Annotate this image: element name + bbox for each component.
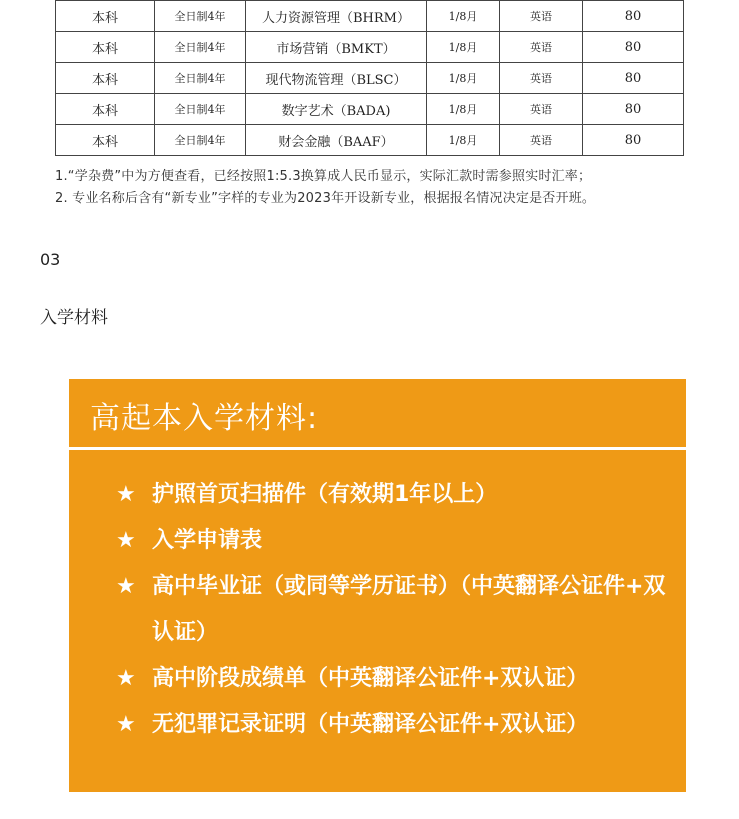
table-cell: 80 xyxy=(583,94,684,125)
table-cell: 本科 xyxy=(56,94,155,125)
table-row xyxy=(56,32,684,63)
table-row xyxy=(56,94,684,125)
table-cell: 英语 xyxy=(500,125,583,156)
card-divider xyxy=(69,447,686,450)
table-cell: 本科 xyxy=(56,125,155,156)
star-icon: ★ xyxy=(116,666,136,691)
table-cell: 1/8月 xyxy=(427,1,500,32)
table-cell: 财会金融（BAAF） xyxy=(246,125,427,156)
table-cell: 英语 xyxy=(500,32,583,63)
star-icon: ★ xyxy=(116,528,136,553)
table-row xyxy=(56,125,684,156)
list-item xyxy=(116,564,676,656)
table-row xyxy=(56,1,684,32)
table-cell: 本科 xyxy=(56,63,155,94)
table-cell: 本科 xyxy=(56,32,155,63)
table-cell: 80 xyxy=(583,1,684,32)
card-title: 高起本入学材料: xyxy=(90,401,319,436)
table-cell: 数字艺术（BADA) xyxy=(246,94,427,125)
table-cell: 本科 xyxy=(56,1,155,32)
table-cell: 英语 xyxy=(500,94,583,125)
star-icon: ★ xyxy=(116,712,136,737)
list-item xyxy=(116,702,676,748)
star-icon: ★ xyxy=(116,574,136,599)
table-row xyxy=(56,63,684,94)
table-notes xyxy=(55,166,715,210)
table-cell: 全日制4年 xyxy=(155,32,246,63)
material-text: 无犯罪记录证明（中英翻译公证件+双认证） xyxy=(152,712,589,737)
note-line: 1.“学杂费”中为方便查看，已经按照1:5.3换算成人民币显示，实际汇款时需参照实时汇率； xyxy=(55,169,592,184)
table-cell: 人力资源管理（BHRM） xyxy=(246,1,427,32)
table-cell: 英语 xyxy=(500,63,583,94)
section-number: 03 xyxy=(40,250,61,269)
note-line: 2. 专业名称后含有“新专业”字样的专业为2023年开设新专业，根据报名情况决定是否开班。 xyxy=(55,191,596,206)
material-list xyxy=(116,472,676,748)
table-cell: 全日制4年 xyxy=(155,125,246,156)
table-cell: 全日制4年 xyxy=(155,1,246,32)
table-cell: 现代物流管理（BLSC） xyxy=(246,63,427,94)
material-text: 高中毕业证（或同等学历证书）（中英翻译公证件+双认证） xyxy=(152,574,666,645)
materials-card xyxy=(69,379,686,792)
table-cell: 1/8月 xyxy=(427,63,500,94)
table-cell: 全日制4年 xyxy=(155,63,246,94)
list-item xyxy=(116,656,676,702)
table-cell: 1/8月 xyxy=(427,94,500,125)
material-text: 高中阶段成绩单（中英翻译公证件+双认证） xyxy=(152,666,589,691)
table-cell: 全日制4年 xyxy=(155,94,246,125)
program-table xyxy=(55,0,684,156)
table-cell: 1/8月 xyxy=(427,32,500,63)
table-cell: 英语 xyxy=(500,1,583,32)
table-cell: 80 xyxy=(583,125,684,156)
list-item xyxy=(116,472,676,518)
card-header xyxy=(69,379,686,447)
list-item xyxy=(116,518,676,564)
program-table-image xyxy=(40,0,720,222)
section-title: 入学材料 xyxy=(40,308,108,328)
table-cell: 1/8月 xyxy=(427,125,500,156)
star-icon: ★ xyxy=(116,482,136,507)
table-cell: 80 xyxy=(583,32,684,63)
table-cell: 市场营销（BMKT） xyxy=(246,32,427,63)
material-text: 护照首页扫描件（有效期1年以上） xyxy=(152,482,498,507)
table-cell: 80 xyxy=(583,63,684,94)
material-text: 入学申请表 xyxy=(152,528,263,553)
